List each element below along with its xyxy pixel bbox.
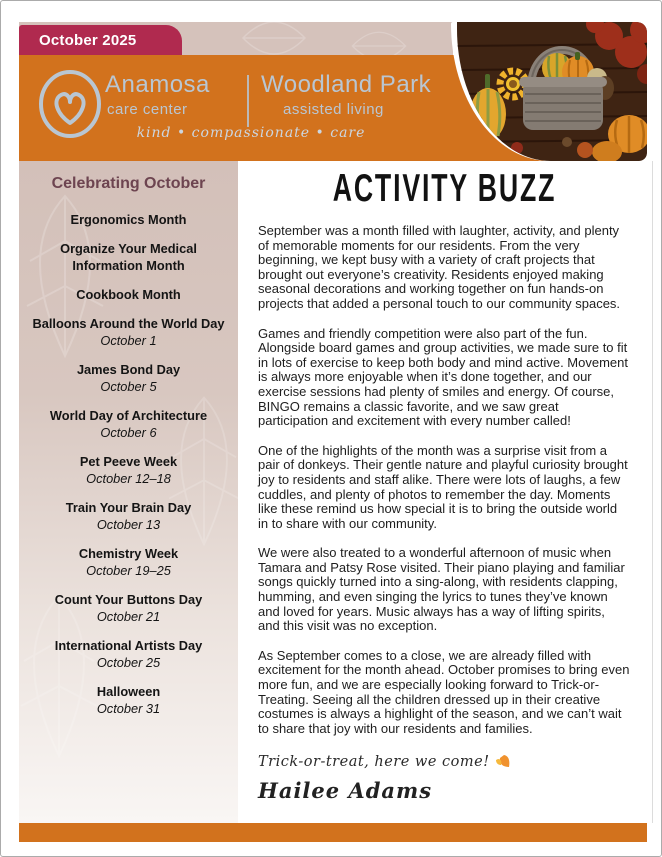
brand-tagline: kind • compassionate • care xyxy=(136,125,366,141)
observance-date: October 21 xyxy=(96,609,161,624)
observance-title: World Day of Architecture xyxy=(49,408,208,423)
issue-date: October 2025 xyxy=(39,31,137,49)
article-paragraph: Games and friendly competition were also part of the fun. Alongside board games and group activities, we made sure to fit in lots of exercise to keep both body and mind active. Movement is always more enjoyable when it’s done together, and our exercise sessions had plenty of smiles and energy. Of course, BINGO remains a classic favorite, and we saw great participation and excitement with every number called! xyxy=(258,325,628,429)
observance-date: October 25 xyxy=(96,655,161,670)
observance-date: October 19–25 xyxy=(86,563,171,578)
signature: Hailee Adams xyxy=(258,778,433,804)
observance-title: Train Your Brain Day xyxy=(65,500,192,515)
observance-date: October 1 xyxy=(100,333,157,348)
closing-line-text: Trick-or-treat, here we come! xyxy=(258,754,490,771)
brand-sub-care-center: care center xyxy=(107,101,188,118)
issue-date-badge xyxy=(19,25,182,55)
observance-title: Organize Your Medical Information Month xyxy=(60,241,197,273)
observance-title: Pet Peeve Week xyxy=(79,454,178,469)
observance-date: October 13 xyxy=(96,517,161,532)
article-paragraph: We were also treated to a wonderful afternoon of music when Tamara and Patsy Rose visited. Their piano playing and familiar songs quickly turned into a sing-along, with residents clapping, humming, and even singing the lyrics to tunes they’ve known and loved for years. Music always has a way of lifting spirits, and this visit was no exception. xyxy=(258,545,625,634)
observance-title: Chemistry Week xyxy=(78,546,179,561)
brand-name-anamosa: Anamosa xyxy=(105,71,210,98)
observance-title: Ergonomics Month xyxy=(70,212,187,227)
brand-divider-line xyxy=(247,75,249,127)
article-paragraph: As September comes to a close, we are already filled with excitement for the month ahead. October promises to bring even more fun, and we are especially looking forward to Trick-or-Treating. Seeing all the children dressed up in their creative costumes is always a highlight of the season, and we can’t wait to share that joy with our residents and families. xyxy=(258,647,630,736)
observance-date: October 12–18 xyxy=(86,471,171,486)
observance-title: Count Your Buttons Day xyxy=(54,592,203,607)
brand-sub-assisted-living: assisted living xyxy=(283,101,384,118)
observance-title: International Artists Day xyxy=(54,638,203,653)
observance-title: Halloween xyxy=(96,684,161,699)
article-paragraph: September was a month filled with laughter, activity, and plenty of memorable moments for our residents. From the very beginning, we kept busy with a variety of craft projects that brought out everyone’s creativity. Residents enjoyed making seasonal decorations and working together on fun hands-on projects that added a personal touch to our community spaces. xyxy=(258,223,621,311)
article-title-text: ACTIVITY BUZZ xyxy=(332,167,556,211)
observance-date: October 31 xyxy=(96,701,161,716)
observance-title: Cookbook Month xyxy=(76,287,181,302)
observance-date: October 5 xyxy=(100,379,157,394)
sidebar-heading: Celebrating October xyxy=(51,175,206,192)
article-paragraph: One of the highlights of the month was a surprise visit from a pair of donkeys. Their gentle nature and playful curiosity brought joy to residents and staff alike. There were lots of laughs, a few cuddles, and plenty of photos to remember the day. Moments like these remind us how special it is to bring the outside world in to share with our community. xyxy=(258,442,628,531)
observance-title: Balloons Around the World Day xyxy=(32,316,225,331)
observance-date: October 6 xyxy=(100,425,157,440)
observance-title: James Bond Day xyxy=(76,362,181,377)
brand-name-woodland-park: Woodland Park xyxy=(261,71,432,98)
